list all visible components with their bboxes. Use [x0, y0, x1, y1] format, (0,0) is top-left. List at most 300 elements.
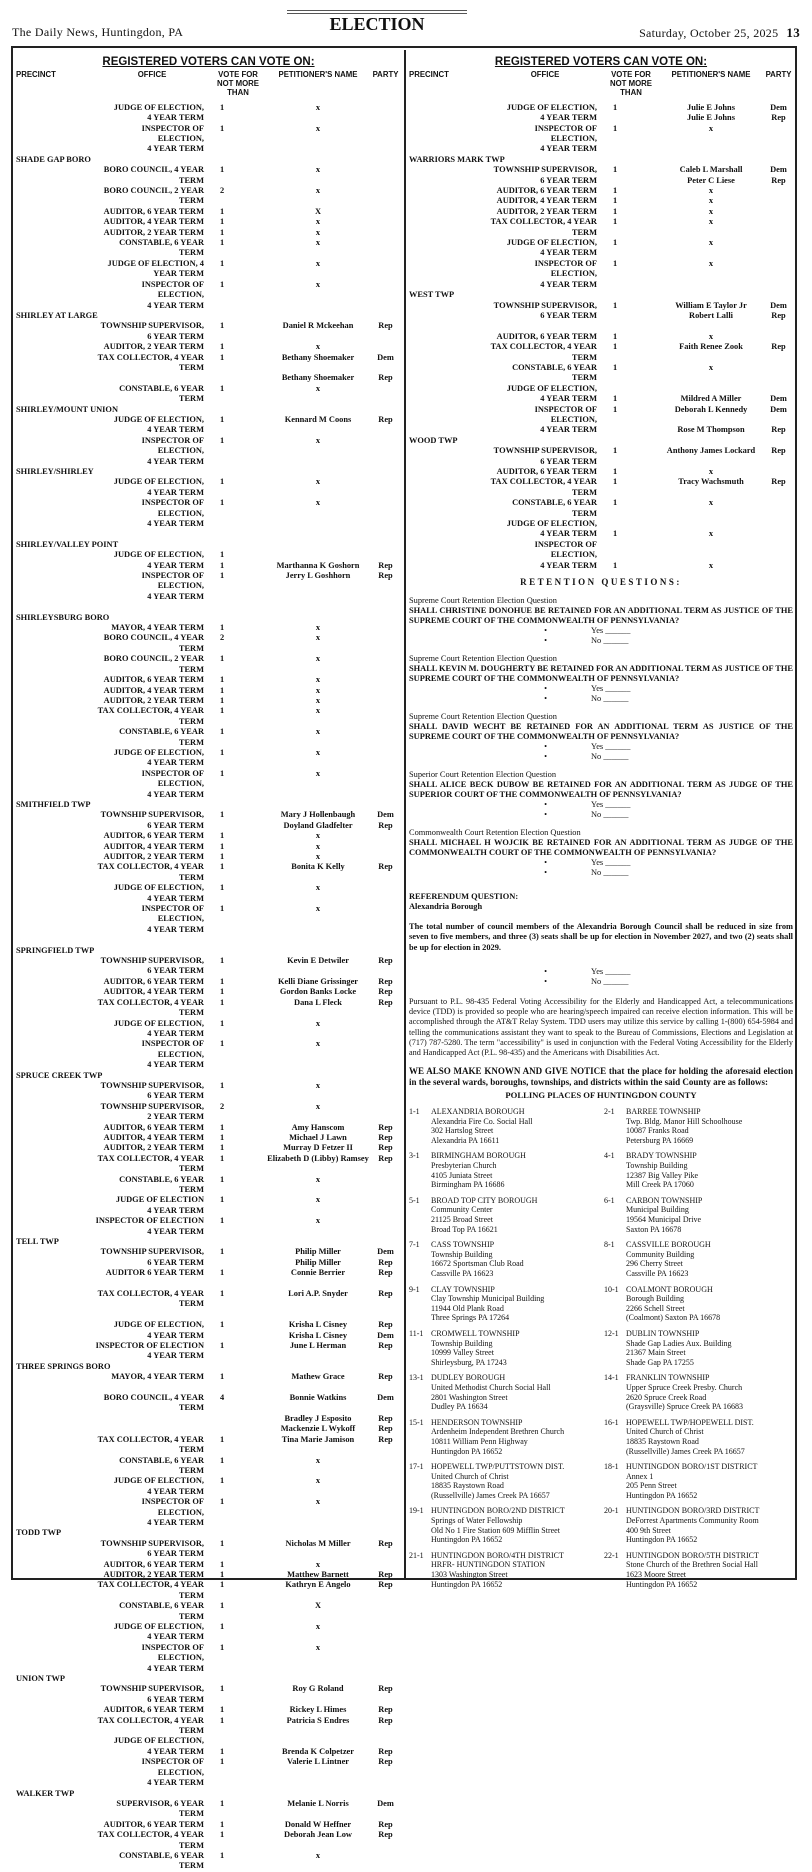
precinct-cell [16, 1133, 94, 1143]
office-cell: AUDITOR, 6 YEAR TERM [103, 1819, 204, 1829]
petitioner-cell: x [708, 238, 714, 248]
office-cell: 6 YEAR TERM [540, 310, 597, 320]
party-cell [763, 144, 794, 154]
table-row [409, 311, 793, 321]
polling-place [409, 1107, 598, 1145]
address-line: 2620 Spruce Creek Road [626, 1392, 707, 1402]
petitioner-cell: Kennard M Coons [284, 414, 352, 424]
party-cell: Rep [378, 1122, 393, 1132]
precinct-cell [16, 1372, 94, 1382]
precinct-cell [409, 321, 487, 331]
party-cell [370, 894, 401, 904]
col-party: PARTY [372, 69, 399, 79]
petitioner-cell: Faith Renee Zook [679, 342, 743, 352]
vote-for-cell [210, 113, 266, 123]
office-cell: INSPECTOR OF ELECTION [95, 1216, 204, 1226]
party-cell [370, 1632, 401, 1642]
party-cell: Rep [378, 373, 393, 383]
party-cell [370, 207, 401, 217]
petitioner-cell: Roy G Roland [292, 1684, 344, 1694]
petitioner-cell: x [315, 238, 321, 248]
party-cell: Rep [771, 113, 786, 123]
petitioner-cell: x [315, 1850, 321, 1860]
table-row [16, 862, 401, 883]
vote-for-cell: 1 [220, 1216, 225, 1226]
precinct-heading: WALKER TWP [16, 1788, 75, 1798]
petitioner-cell: Mary J Hollenbaugh [280, 810, 356, 820]
party-cell [370, 935, 401, 945]
vote-for-cell: 1 [220, 1289, 225, 1299]
table-row [409, 457, 793, 467]
question-title: Commonwealth Court Retention Election Question [409, 827, 581, 837]
precinct-cell [16, 821, 94, 831]
party-cell [370, 1279, 401, 1289]
option-yes [409, 858, 793, 868]
petitioner-cell: Julie E Johns [687, 113, 735, 123]
party-cell [370, 1102, 401, 1112]
party-cell [370, 1175, 401, 1196]
vote-for-cell [210, 966, 266, 976]
municipality-name: BARREE TOWNSHIP [626, 1107, 701, 1117]
precinct-cell [16, 1247, 94, 1257]
party-cell [370, 1206, 401, 1216]
office-cell: INSPECTOR OF ELECTION, [141, 1039, 204, 1059]
office-cell: JUDGE OF ELECTION, [113, 1320, 204, 1330]
blank-line: ______ [605, 967, 631, 977]
vote-for-cell: 1 [613, 238, 618, 248]
petitioner-cell: Anthony James Lockard [666, 446, 756, 456]
vote-for-cell: 1 [613, 206, 618, 216]
table-row [16, 1123, 401, 1133]
party-cell [370, 842, 401, 852]
precinct-cell [16, 301, 94, 311]
party-cell [370, 186, 401, 207]
municipality-name: HOPEWELL TWP/HOPEWELL DIST. [626, 1417, 754, 1427]
party-cell [763, 207, 794, 217]
table-row [16, 769, 401, 790]
party-cell [370, 696, 401, 706]
table-row [16, 103, 401, 113]
polling-place [409, 1240, 598, 1278]
address-line: Cassville PA 16623 [431, 1269, 494, 1278]
polling-place [604, 1551, 793, 1589]
vote-for-cell [210, 1778, 266, 1788]
district-code: 22-1 [604, 1550, 619, 1560]
polling-address [626, 1373, 793, 1411]
municipality-name: CLAY TOWNSHIP [431, 1284, 495, 1294]
petitioner-cell [266, 425, 370, 435]
vote-for-cell: 1 [220, 498, 225, 508]
vote-for-cell: 2 [220, 1101, 225, 1111]
precinct-cell [16, 831, 94, 841]
petitioner-cell: William E Taylor Jr [675, 300, 747, 310]
address-line: 2801 Washington Street [431, 1392, 508, 1402]
issue-date [639, 25, 800, 41]
table-row [409, 124, 793, 145]
table-row [16, 342, 401, 352]
polling-place [409, 1151, 598, 1189]
party-cell [370, 1549, 401, 1559]
precinct-cell [409, 467, 487, 477]
col-party: PARTY [765, 69, 792, 79]
precinct-cell [16, 1393, 94, 1414]
petitioner-cell: Bethany Shoemaker [281, 352, 355, 362]
polling-address [431, 1107, 598, 1145]
table-row [16, 1351, 401, 1361]
petitioner-cell: x [315, 1476, 321, 1486]
table-row [16, 124, 401, 145]
office-cell: INSPECTOR OF ELECTION, [141, 279, 204, 300]
table-row [16, 113, 401, 123]
office-cell: 4 YEAR TERM [147, 758, 204, 768]
address-line: Huntingdon PA 16652 [626, 1490, 698, 1500]
table-row [16, 821, 401, 831]
petitioner-cell [266, 1112, 370, 1122]
precinct-cell [16, 571, 94, 592]
party-cell [370, 238, 401, 259]
polling-place [604, 1373, 793, 1411]
precinct-cell [16, 1195, 94, 1205]
office-cell: 6 YEAR TERM [540, 175, 597, 185]
retention-question [409, 712, 793, 762]
polling-address [431, 1329, 598, 1367]
office-cell: 4 YEAR TERM [147, 1663, 204, 1673]
party-cell [370, 852, 401, 862]
table-row [16, 1414, 401, 1424]
precinct-cell [16, 1227, 94, 1237]
section-title: ELECTION [329, 14, 425, 34]
table-row [16, 686, 401, 696]
petitioner-cell: x [708, 467, 714, 476]
petitioner-cell: Brenda K Colpetzer [282, 1746, 354, 1756]
polling-place [409, 1506, 598, 1544]
vote-for-cell: 1 [220, 1601, 225, 1611]
party-cell [763, 529, 794, 539]
table-row [409, 384, 793, 394]
vote-for-cell: 1 [220, 435, 225, 445]
precinct-cell [16, 623, 94, 633]
petitioner-cell [266, 1632, 370, 1642]
petitioner-cell: Tina Marie Jamison [281, 1434, 355, 1444]
precinct-cell [16, 894, 94, 904]
table-row [16, 1539, 401, 1549]
petitioner-cell: x [315, 1195, 321, 1205]
address-line: Huntingdon PA 16652 [626, 1579, 698, 1589]
office-cell: AUDITOR, 6 YEAR TERM [103, 1559, 204, 1569]
district-code: 3-1 [409, 1151, 420, 1161]
table-row [16, 706, 401, 727]
retention-question [409, 828, 793, 878]
address-line: Stone Church of the Brethren Social Hall [626, 1560, 758, 1570]
precinct-cell [16, 1695, 94, 1705]
precinct-cell [16, 1622, 94, 1632]
question-text: SHALL DAVID WECHT BE RETAINED FOR AN ADDITIONAL TERM AS JUSTICE OF THE SUPREME COURT OF THE COMMONWEALTH OF PENNSYLVANIA? [409, 721, 793, 741]
precinct-cell [409, 301, 487, 311]
party-cell [370, 436, 401, 457]
table-row [409, 446, 793, 456]
municipality-name: FRANKLIN TOWNSHIP [626, 1373, 710, 1383]
address-line: (Russellville) James Creek PA 16657 [431, 1490, 550, 1500]
address-line: 10087 Franks Road [626, 1126, 689, 1136]
party-cell: Rep [378, 1819, 393, 1829]
table-row [16, 1216, 401, 1226]
vote-for-cell: 1 [220, 1746, 225, 1756]
table-row [16, 987, 401, 997]
precinct-cell [409, 477, 487, 498]
party-cell [370, 925, 401, 935]
vote-for-cell [210, 1091, 266, 1101]
precinct-cell [409, 280, 487, 290]
petitioner-cell: x [315, 498, 321, 508]
precinct-cell [16, 1258, 94, 1268]
petitioner-cell [266, 457, 370, 467]
vote-for-cell [210, 821, 266, 831]
office-cell: INSPECTOR OF ELECTION, [141, 498, 204, 518]
party-cell: Rep [378, 1705, 393, 1715]
vote-for-cell: 1 [220, 1580, 225, 1590]
vote-for-cell: 1 [220, 685, 225, 695]
precinct-cell [16, 529, 94, 539]
party-cell: Rep [378, 1424, 393, 1434]
office-cell: AUDITOR, 4 YEAR TERM [496, 196, 597, 206]
petitioner-cell [266, 488, 370, 498]
office-cell: BORO COUNCIL, 2 YEAR TERM [103, 186, 204, 206]
address-line: Shade Gap Ladies Aux. Building [626, 1338, 732, 1348]
district-code: 12-1 [604, 1328, 619, 1338]
right-column [409, 54, 793, 1589]
vote-for-cell [210, 1029, 266, 1039]
table-header [16, 70, 401, 97]
petitioner-cell: x [708, 498, 714, 508]
petitioner-cell: Rose M Thompson [677, 425, 745, 435]
office-cell: INSPECTOR OF ELECTION [95, 1341, 204, 1351]
office-cell: AUDITOR, 6 YEAR TERM [496, 331, 597, 341]
col-precinct: PRECINCT [16, 69, 56, 79]
party-cell [370, 904, 401, 925]
vote-for-cell: 1 [220, 810, 225, 820]
table-row [16, 1456, 401, 1477]
table-row [16, 790, 401, 800]
table-row [16, 1716, 401, 1737]
table-row [16, 1154, 401, 1175]
office-cell: INSPECTOR OF ELECTION, [534, 123, 597, 144]
precinct-cell [16, 1175, 94, 1196]
precinct-cell [409, 124, 487, 145]
precinct-cell [409, 540, 487, 561]
precinct-cell [16, 561, 94, 571]
table-row [16, 654, 401, 675]
office-cell: TOWNSHIP SUPERVISOR, [493, 165, 597, 175]
vote-for-cell [210, 301, 266, 311]
office-cell: BORO COUNCIL, 2 YEAR TERM [103, 654, 204, 674]
office-cell: TAX COLLECTOR, 4 YEAR TERM [490, 477, 597, 497]
vote-for-cell: 1 [220, 747, 225, 757]
office-cell: 4 YEAR TERM [147, 1486, 204, 1496]
table-row [16, 550, 401, 560]
petitioner-cell: x [315, 747, 321, 757]
precinct-cell [409, 248, 487, 258]
table-row [409, 405, 793, 426]
party-cell: Rep [378, 1830, 393, 1840]
precinct-cell [409, 457, 487, 467]
precinct-cell [409, 332, 487, 342]
precinct-cell [409, 259, 487, 280]
office-cell: JUDGE OF ELECTION, [113, 102, 204, 112]
vote-for-cell: 1 [613, 394, 618, 404]
office-cell: 4 YEAR TERM [147, 1205, 204, 1215]
party-cell [370, 1310, 401, 1320]
table-row [16, 592, 401, 602]
vote-for-cell [603, 113, 659, 123]
petitioner-cell: x [315, 102, 321, 112]
petitioner-cell: x [315, 654, 321, 664]
party-cell [763, 259, 794, 280]
precinct-cell [16, 1716, 94, 1737]
party-cell [370, 966, 401, 976]
district-code: 15-1 [409, 1417, 424, 1427]
office-cell: TAX COLLECTOR, 4 YEAR TERM [97, 706, 204, 726]
table-row [16, 1851, 401, 1872]
petitioner-cell: x [315, 477, 321, 487]
precinct-cell [16, 602, 94, 612]
polling-address [431, 1551, 598, 1589]
petitioner-cell [266, 1383, 370, 1393]
petitioner-cell [659, 457, 763, 467]
office-cell: 4 YEAR TERM [147, 1330, 204, 1340]
petitioner-cell: x [315, 831, 321, 841]
precinct-heading: SHIRLEY/SHIRLEY [16, 467, 94, 477]
vote-for-cell [210, 1112, 266, 1122]
petitioner-cell: Daniel R Mckeehan [282, 321, 354, 331]
petitioner-cell: x [315, 706, 321, 716]
table-row [16, 675, 401, 685]
table-row [16, 1029, 401, 1039]
party-cell: Dem [770, 165, 787, 175]
precinct-cell [16, 228, 94, 238]
table-row [16, 1830, 401, 1851]
address-line: 10999 Valley Street [431, 1348, 494, 1358]
party-cell [763, 498, 794, 519]
party-cell [370, 883, 401, 893]
precinct-cell [16, 1476, 94, 1486]
table-row [16, 384, 401, 405]
petitioner-cell [659, 384, 763, 394]
vote-for-cell: 1 [220, 1798, 225, 1808]
blank-line: ______ [603, 635, 629, 645]
vote-for-cell: 1 [220, 654, 225, 664]
table-row [16, 1195, 401, 1205]
party-cell [370, 1622, 401, 1632]
precinct-cell [16, 498, 94, 519]
precinct-cell [16, 1112, 94, 1122]
option-no [409, 752, 793, 762]
office-cell: TOWNSHIP SUPERVISOR, [100, 810, 204, 820]
vote-for-cell: 1 [220, 227, 225, 237]
polling-address [431, 1196, 598, 1234]
party-cell [370, 748, 401, 758]
municipality-name: HUNTINGDON BORO/1ST DISTRICT [626, 1462, 758, 1472]
precinct-cell [16, 987, 94, 997]
party-cell [370, 103, 401, 113]
office-cell: 4 YEAR TERM [147, 300, 204, 310]
polling-place [409, 1285, 598, 1323]
party-cell [370, 1456, 401, 1477]
table-row [16, 373, 401, 383]
petitioner-cell [266, 1091, 370, 1101]
party-cell [763, 248, 794, 258]
precinct-cell [16, 1736, 94, 1746]
office-cell: AUDITOR, 6 YEAR TERM [496, 186, 597, 196]
vote-for-cell: 2 [220, 633, 225, 643]
no-label: No [591, 693, 602, 703]
petitioner-cell [266, 550, 370, 560]
precinct-cell [16, 696, 94, 706]
district-code: 2-1 [604, 1107, 615, 1117]
table-row [16, 1206, 401, 1216]
party-cell [370, 1736, 401, 1746]
precinct-cell [409, 176, 487, 186]
office-cell [94, 1424, 210, 1434]
office-cell: AUDITOR, 4 YEAR TERM [103, 1132, 204, 1142]
party-cell: Rep [378, 956, 393, 966]
vote-for-cell: 1 [220, 1247, 225, 1257]
office-cell: JUDGE OF ELECTION, [113, 477, 204, 487]
precinct-cell [409, 165, 487, 175]
office-cell: AUDITOR, 6 YEAR TERM [103, 976, 204, 986]
office-cell: JUDGE OF ELECTION, [113, 550, 204, 560]
address-line: Huntingdon PA 16652 [431, 1579, 503, 1589]
address-line: Huntingdon PA 16652 [431, 1535, 503, 1545]
referendum-place: Alexandria Borough [409, 901, 483, 911]
table-row [16, 1341, 401, 1351]
address-line: 302 Hartslog Street [431, 1126, 494, 1136]
table-row [16, 425, 401, 435]
address-line: Presbyterian Church [431, 1161, 497, 1171]
table-row [16, 228, 401, 238]
precinct-cell [16, 207, 94, 217]
vote-for-cell: 1 [220, 206, 225, 216]
party-cell [370, 633, 401, 654]
petitioner-cell [266, 925, 370, 935]
table-row [409, 467, 793, 477]
district-code: 21-1 [409, 1550, 424, 1560]
vote-for-cell: 1 [220, 768, 225, 778]
petitioner-cell: x [315, 623, 321, 633]
precinct-cell [16, 1560, 94, 1570]
vote-for-cell [603, 519, 659, 529]
bullet: • [544, 867, 547, 877]
option-yes [409, 626, 793, 636]
office-cell: 6 YEAR TERM [147, 966, 204, 976]
office-cell: 4 YEAR TERM [147, 113, 204, 123]
party-cell [370, 498, 401, 519]
address-line: 296 Cherry Street [626, 1259, 683, 1269]
table-row [16, 602, 401, 612]
precinct-cell [16, 1705, 94, 1715]
precinct-cell [16, 686, 94, 696]
precinct-heading: WARRIORS MARK TWP [409, 154, 505, 164]
vote-for-cell: 1 [220, 321, 225, 331]
table-row [409, 363, 793, 384]
party-cell [763, 467, 794, 477]
bullet: • [544, 693, 547, 703]
office-cell: INSPECTOR OF ELECTION, [141, 1497, 204, 1517]
table-row [16, 1143, 401, 1153]
address-line: Huntingdon PA 16652 [431, 1446, 503, 1456]
polling-place [409, 1329, 598, 1367]
table-row [16, 1778, 401, 1788]
petitioner-cell: x [315, 675, 321, 685]
